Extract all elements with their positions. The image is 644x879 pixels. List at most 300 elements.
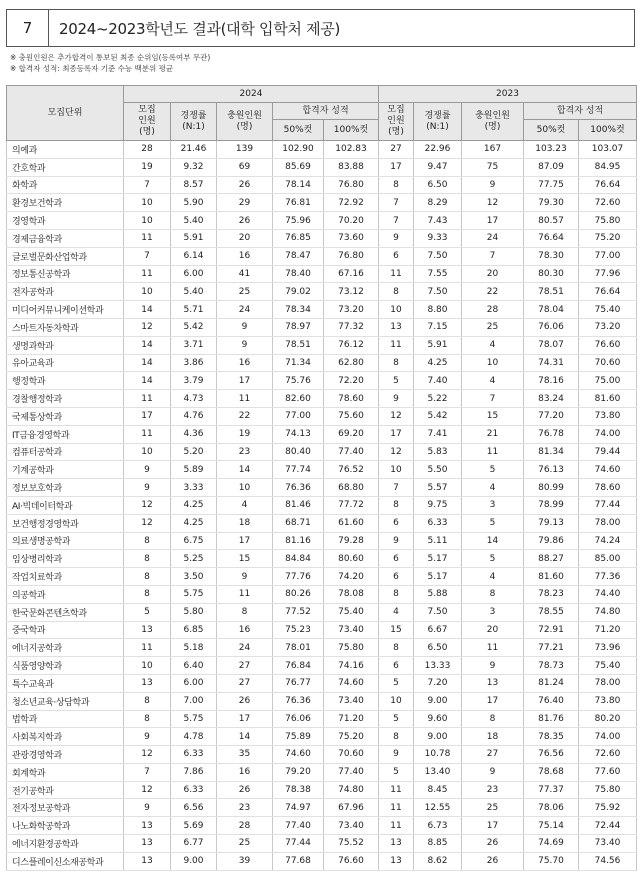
- cell-additional-2023: 8: [462, 585, 524, 603]
- cell-cut50-2024: 71.34: [273, 354, 324, 372]
- cell-cut100-2024: 75.52: [324, 835, 379, 853]
- cell-cut100-2023: 75.40: [579, 657, 637, 675]
- cell-quota-2024: 13: [124, 852, 171, 870]
- cell-additional-2023: 5: [462, 461, 524, 479]
- table-body: [7, 141, 637, 871]
- cell-quota-2024: 8: [124, 710, 171, 728]
- cell-competition-2024: 6.56: [171, 799, 217, 817]
- cell-quota-2023: 11: [379, 336, 414, 354]
- cell-cut50-2024: 78.38: [273, 781, 324, 799]
- cell-cut100-2023: 79.44: [579, 443, 637, 461]
- cell-additional-2023: 13: [462, 674, 524, 692]
- cell-additional-2024: 17: [217, 710, 273, 728]
- table-row: [7, 372, 637, 390]
- cell-competition-2024: 4.25: [171, 514, 217, 532]
- cell-cut100-2024: 72.20: [324, 372, 379, 390]
- header-cut50-2024: 50%컷: [273, 120, 324, 141]
- cell-cut100-2024: 80.60: [324, 550, 379, 568]
- cell-cut50-2024: 75.76: [273, 372, 324, 390]
- cell-competition-2024: 7.86: [171, 763, 217, 781]
- table-row: [7, 746, 637, 764]
- cell-additional-2024: 35: [217, 746, 273, 764]
- cell-quota-2023: 8: [379, 585, 414, 603]
- table-row: [7, 479, 637, 497]
- header-competition-2023: 경쟁률 (N:1): [414, 103, 462, 141]
- cell-quota-2023: 5: [379, 674, 414, 692]
- cell-additional-2024: 41: [217, 265, 273, 283]
- cell-additional-2024: 24: [217, 301, 273, 319]
- cell-quota-2023: 13: [379, 835, 414, 853]
- cell-quota-2023: 12: [379, 443, 414, 461]
- cell-cut100-2024: 74.16: [324, 657, 379, 675]
- table-row: [7, 301, 637, 319]
- cell-additional-2023: 4: [462, 372, 524, 390]
- cell-unit-name: 경영학과: [7, 212, 124, 230]
- title-box: [6, 9, 635, 47]
- cell-competition-2023: 9.75: [414, 496, 462, 514]
- cell-quota-2023: 10: [379, 461, 414, 479]
- cell-competition-2023: 13.40: [414, 763, 462, 781]
- cell-competition-2024: 4.36: [171, 425, 217, 443]
- cell-additional-2023: 5: [462, 550, 524, 568]
- cell-cut100-2024: 76.60: [324, 852, 379, 870]
- cell-cut100-2023: 76.60: [579, 336, 637, 354]
- cell-competition-2024: 21.46: [171, 141, 217, 159]
- cell-cut50-2024: 102.90: [273, 141, 324, 159]
- cell-additional-2023: 10: [462, 354, 524, 372]
- table-row: [7, 710, 637, 728]
- cell-competition-2023: 7.50: [414, 603, 462, 621]
- table-row: [7, 194, 637, 212]
- cell-cut100-2024: 73.40: [324, 692, 379, 710]
- cell-unit-name: 식품영양학과: [7, 657, 124, 675]
- cell-additional-2023: 17: [462, 212, 524, 230]
- cell-cut50-2024: 79.02: [273, 283, 324, 301]
- cell-cut50-2023: 76.78: [524, 425, 579, 443]
- cell-competition-2024: 9.32: [171, 158, 217, 176]
- cell-additional-2023: 20: [462, 621, 524, 639]
- table-row: [7, 425, 637, 443]
- cell-cut50-2024: 74.97: [273, 799, 324, 817]
- cell-quota-2023: 15: [379, 621, 414, 639]
- cell-additional-2024: 10: [217, 479, 273, 497]
- cell-unit-name: 법학과: [7, 710, 124, 728]
- cell-competition-2024: 5.20: [171, 443, 217, 461]
- header-unit: 모집단위: [7, 86, 124, 141]
- cell-cut50-2024: 75.89: [273, 728, 324, 746]
- cell-quota-2024: 14: [124, 301, 171, 319]
- cell-cut50-2024: 78.97: [273, 318, 324, 336]
- cell-quota-2024: 10: [124, 194, 171, 212]
- cell-cut50-2023: 78.30: [524, 247, 579, 265]
- cell-additional-2024: 26: [217, 781, 273, 799]
- table-row: [7, 354, 637, 372]
- cell-competition-2024: 5.75: [171, 585, 217, 603]
- cell-cut50-2023: 88.27: [524, 550, 579, 568]
- cell-competition-2024: 5.91: [171, 229, 217, 247]
- cell-cut50-2024: 68.71: [273, 514, 324, 532]
- table-row: [7, 657, 637, 675]
- cell-quota-2023: 8: [379, 728, 414, 746]
- cell-unit-name: 미디어커뮤니케이션학과: [7, 301, 124, 319]
- cell-competition-2023: 6.33: [414, 514, 462, 532]
- cell-cut50-2023: 75.14: [524, 817, 579, 835]
- cell-unit-name: 정보보호학과: [7, 479, 124, 497]
- cell-quota-2023: 8: [379, 283, 414, 301]
- cell-additional-2023: 25: [462, 318, 524, 336]
- cell-additional-2024: 25: [217, 835, 273, 853]
- table-row: [7, 496, 637, 514]
- notes: [10, 53, 210, 74]
- cell-additional-2024: 11: [217, 585, 273, 603]
- cell-additional-2023: 21: [462, 425, 524, 443]
- cell-cut100-2023: 74.60: [579, 461, 637, 479]
- cell-cut100-2023: 72.60: [579, 194, 637, 212]
- cell-unit-name: 간호학과: [7, 158, 124, 176]
- cell-cut50-2024: 75.96: [273, 212, 324, 230]
- cell-quota-2024: 7: [124, 176, 171, 194]
- cell-cut50-2024: 74.13: [273, 425, 324, 443]
- cell-cut50-2024: 82.60: [273, 390, 324, 408]
- cell-cut100-2023: 73.80: [579, 692, 637, 710]
- cell-competition-2024: 5.40: [171, 283, 217, 301]
- cell-competition-2024: 8.57: [171, 176, 217, 194]
- cell-quota-2023: 5: [379, 372, 414, 390]
- cell-additional-2023: 5: [462, 514, 524, 532]
- cell-quota-2023: 6: [379, 550, 414, 568]
- cell-quota-2024: 7: [124, 247, 171, 265]
- cell-competition-2024: 4.76: [171, 407, 217, 425]
- cell-unit-name: 한국문화콘텐츠학과: [7, 603, 124, 621]
- cell-cut100-2024: 72.92: [324, 194, 379, 212]
- cell-additional-2024: 4: [217, 496, 273, 514]
- cell-unit-name: 국제통상학과: [7, 407, 124, 425]
- cell-additional-2023: 7: [462, 247, 524, 265]
- page-title: 2024~2023학년도 결과(대학 입학처 제공): [59, 19, 341, 38]
- cell-additional-2024: 23: [217, 443, 273, 461]
- cell-cut100-2023: 77.60: [579, 763, 637, 781]
- cell-cut50-2023: 80.30: [524, 265, 579, 283]
- cell-additional-2024: 11: [217, 390, 273, 408]
- cell-cut100-2023: 71.20: [579, 621, 637, 639]
- cell-competition-2023: 12.55: [414, 799, 462, 817]
- cell-unit-name: 관광경영학과: [7, 746, 124, 764]
- cell-unit-name: 작업치료학과: [7, 568, 124, 586]
- cell-quota-2023: 27: [379, 141, 414, 159]
- cell-competition-2024: 4.25: [171, 496, 217, 514]
- cell-competition-2024: 3.79: [171, 372, 217, 390]
- cell-cut50-2023: 78.68: [524, 763, 579, 781]
- cell-cut50-2023: 77.75: [524, 176, 579, 194]
- cell-cut50-2024: 76.06: [273, 710, 324, 728]
- cell-cut50-2023: 77.20: [524, 407, 579, 425]
- cell-cut50-2023: 83.24: [524, 390, 579, 408]
- cell-quota-2024: 12: [124, 781, 171, 799]
- cell-quota-2024: 10: [124, 657, 171, 675]
- header-scores-2024: 합격자 성적: [273, 103, 379, 120]
- cell-competition-2024: 3.86: [171, 354, 217, 372]
- cell-quota-2024: 13: [124, 621, 171, 639]
- cell-competition-2024: 7.00: [171, 692, 217, 710]
- cell-unit-name: 경제금융학과: [7, 229, 124, 247]
- cell-competition-2023: 7.20: [414, 674, 462, 692]
- cell-quota-2024: 11: [124, 425, 171, 443]
- cell-quota-2024: 11: [124, 639, 171, 657]
- cell-cut50-2024: 84.84: [273, 550, 324, 568]
- cell-additional-2023: 24: [462, 229, 524, 247]
- table-row: [7, 550, 637, 568]
- cell-quota-2023: 11: [379, 817, 414, 835]
- cell-cut50-2023: 76.56: [524, 746, 579, 764]
- cell-cut50-2023: 75.70: [524, 852, 579, 870]
- cell-cut100-2024: 76.52: [324, 461, 379, 479]
- cell-additional-2024: 27: [217, 657, 273, 675]
- cell-cut100-2023: 75.80: [579, 212, 637, 230]
- cell-unit-name: 전자정보공학과: [7, 799, 124, 817]
- cell-unit-name: IT금융경영학과: [7, 425, 124, 443]
- cell-competition-2024: 6.33: [171, 746, 217, 764]
- cell-quota-2023: 7: [379, 479, 414, 497]
- cell-quota-2024: 7: [124, 763, 171, 781]
- cell-competition-2023: 10.78: [414, 746, 462, 764]
- cell-cut100-2024: 73.20: [324, 301, 379, 319]
- cell-quota-2023: 10: [379, 301, 414, 319]
- cell-competition-2024: 5.69: [171, 817, 217, 835]
- header-scores-2023: 합격자 성적: [524, 103, 637, 120]
- cell-additional-2024: 25: [217, 283, 273, 301]
- cell-competition-2024: 5.40: [171, 212, 217, 230]
- cell-competition-2024: 9.00: [171, 852, 217, 870]
- cell-cut50-2024: 77.52: [273, 603, 324, 621]
- cell-quota-2024: 12: [124, 514, 171, 532]
- cell-quota-2023: 9: [379, 746, 414, 764]
- cell-additional-2024: 26: [217, 692, 273, 710]
- cell-additional-2023: 7: [462, 390, 524, 408]
- cell-unit-name: 의료생명공학과: [7, 532, 124, 550]
- cell-cut100-2023: 75.00: [579, 372, 637, 390]
- cell-cut100-2024: 73.40: [324, 621, 379, 639]
- cell-unit-name: 특수교육과: [7, 674, 124, 692]
- cell-cut50-2023: 77.37: [524, 781, 579, 799]
- cell-unit-name: 디스플레이신소재공학과: [7, 852, 124, 870]
- cell-additional-2023: 18: [462, 728, 524, 746]
- cell-cut50-2023: 76.40: [524, 692, 579, 710]
- cell-competition-2023: 7.50: [414, 283, 462, 301]
- cell-additional-2024: 9: [217, 336, 273, 354]
- cell-additional-2024: 8: [217, 603, 273, 621]
- cell-competition-2024: 5.80: [171, 603, 217, 621]
- cell-competition-2023: 5.57: [414, 479, 462, 497]
- cell-cut50-2023: 78.07: [524, 336, 579, 354]
- cell-cut100-2023: 103.07: [579, 141, 637, 159]
- cell-quota-2023: 8: [379, 354, 414, 372]
- cell-cut100-2024: 77.40: [324, 443, 379, 461]
- cell-additional-2023: 9: [462, 763, 524, 781]
- table-row: [7, 852, 637, 870]
- table-row: [7, 799, 637, 817]
- cell-quota-2024: 8: [124, 550, 171, 568]
- cell-quota-2023: 5: [379, 710, 414, 728]
- cell-quota-2024: 12: [124, 746, 171, 764]
- cell-quota-2024: 9: [124, 799, 171, 817]
- cell-quota-2024: 10: [124, 443, 171, 461]
- cell-cut100-2023: 78.00: [579, 674, 637, 692]
- cell-quota-2024: 9: [124, 479, 171, 497]
- table-row: [7, 212, 637, 230]
- cell-competition-2023: 9.47: [414, 158, 462, 176]
- cell-additional-2023: 17: [462, 817, 524, 835]
- cell-cut50-2023: 81.24: [524, 674, 579, 692]
- cell-cut50-2024: 80.40: [273, 443, 324, 461]
- table-row: [7, 835, 637, 853]
- table-row: [7, 336, 637, 354]
- cell-competition-2024: 6.77: [171, 835, 217, 853]
- cell-competition-2023: 5.91: [414, 336, 462, 354]
- cell-additional-2023: 22: [462, 283, 524, 301]
- cell-cut100-2024: 67.16: [324, 265, 379, 283]
- cell-additional-2023: 26: [462, 852, 524, 870]
- cell-quota-2024: 8: [124, 568, 171, 586]
- note-additional: ※ 충원인원은 추가합격이 통보된 최종 순위임(등록여부 무관): [10, 53, 211, 62]
- table-row: [7, 728, 637, 746]
- cell-additional-2024: 14: [217, 461, 273, 479]
- cell-unit-name: 사회복지학과: [7, 728, 124, 746]
- cell-unit-name: 유아교육과: [7, 354, 124, 372]
- cell-competition-2023: 6.50: [414, 176, 462, 194]
- cell-additional-2024: 27: [217, 674, 273, 692]
- cell-additional-2024: 17: [217, 532, 273, 550]
- cell-cut50-2023: 80.99: [524, 479, 579, 497]
- cell-unit-name: 생명과학과: [7, 336, 124, 354]
- cell-cut50-2024: 80.26: [273, 585, 324, 603]
- cell-competition-2023: 9.60: [414, 710, 462, 728]
- table-row: [7, 390, 637, 408]
- cell-quota-2023: 11: [379, 799, 414, 817]
- table-row: [7, 461, 637, 479]
- cell-cut100-2023: 76.64: [579, 176, 637, 194]
- cell-cut100-2023: 74.00: [579, 425, 637, 443]
- cell-competition-2023: 5.42: [414, 407, 462, 425]
- cell-competition-2024: 6.00: [171, 674, 217, 692]
- cell-quota-2023: 6: [379, 657, 414, 675]
- cell-competition-2024: 3.33: [171, 479, 217, 497]
- cell-additional-2024: 20: [217, 229, 273, 247]
- cell-competition-2024: 6.40: [171, 657, 217, 675]
- cell-cut100-2023: 75.92: [579, 799, 637, 817]
- cell-cut100-2023: 72.60: [579, 746, 637, 764]
- cell-cut100-2024: 73.60: [324, 229, 379, 247]
- cell-cut100-2023: 78.00: [579, 514, 637, 532]
- cell-quota-2024: 11: [124, 390, 171, 408]
- header-cut100-2024: 100%컷: [324, 120, 379, 141]
- cell-quota-2023: 9: [379, 229, 414, 247]
- cell-quota-2023: 6: [379, 514, 414, 532]
- cell-cut100-2024: 61.60: [324, 514, 379, 532]
- cell-cut50-2023: 76.64: [524, 229, 579, 247]
- cell-quota-2023: 9: [379, 532, 414, 550]
- table-row: [7, 781, 637, 799]
- cell-cut100-2023: 77.00: [579, 247, 637, 265]
- cell-additional-2023: 23: [462, 781, 524, 799]
- cell-competition-2023: 8.45: [414, 781, 462, 799]
- cell-cut100-2024: 73.12: [324, 283, 379, 301]
- cell-cut50-2023: 78.16: [524, 372, 579, 390]
- cell-quota-2023: 11: [379, 265, 414, 283]
- cell-additional-2023: 4: [462, 336, 524, 354]
- cell-cut100-2024: 78.08: [324, 585, 379, 603]
- cell-cut50-2024: 77.40: [273, 817, 324, 835]
- cell-competition-2024: 6.14: [171, 247, 217, 265]
- cell-quota-2024: 11: [124, 265, 171, 283]
- header-year-2023: 2023: [379, 86, 637, 103]
- cell-quota-2023: 13: [379, 852, 414, 870]
- table-row: [7, 532, 637, 550]
- cell-quota-2023: 6: [379, 247, 414, 265]
- table-row: [7, 141, 637, 159]
- cell-additional-2024: 28: [217, 817, 273, 835]
- cell-additional-2023: 3: [462, 603, 524, 621]
- cell-quota-2024: 10: [124, 283, 171, 301]
- cell-additional-2024: 139: [217, 141, 273, 159]
- table-row: [7, 585, 637, 603]
- cell-cut50-2023: 76.06: [524, 318, 579, 336]
- cell-competition-2024: 5.90: [171, 194, 217, 212]
- cell-cut50-2023: 78.35: [524, 728, 579, 746]
- table-row: [7, 603, 637, 621]
- cell-cut100-2023: 85.00: [579, 550, 637, 568]
- cell-competition-2024: 6.00: [171, 265, 217, 283]
- cell-competition-2024: 5.42: [171, 318, 217, 336]
- cell-cut100-2023: 73.80: [579, 407, 637, 425]
- cell-competition-2023: 7.15: [414, 318, 462, 336]
- cell-quota-2024: 14: [124, 372, 171, 390]
- cell-additional-2023: 25: [462, 799, 524, 817]
- cell-cut50-2024: 77.00: [273, 407, 324, 425]
- cell-quota-2024: 12: [124, 496, 171, 514]
- cell-cut100-2023: 77.36: [579, 568, 637, 586]
- cell-competition-2023: 5.11: [414, 532, 462, 550]
- table-row: [7, 283, 637, 301]
- cell-cut50-2024: 76.77: [273, 674, 324, 692]
- cell-additional-2023: 17: [462, 692, 524, 710]
- cell-competition-2024: 5.89: [171, 461, 217, 479]
- cell-competition-2024: 5.71: [171, 301, 217, 319]
- cell-cut100-2024: 74.20: [324, 568, 379, 586]
- cell-cut100-2023: 80.20: [579, 710, 637, 728]
- cell-additional-2023: 28: [462, 301, 524, 319]
- cell-cut100-2023: 78.60: [579, 479, 637, 497]
- cell-unit-name: 에너지공학과: [7, 639, 124, 657]
- cell-cut100-2024: 70.20: [324, 212, 379, 230]
- cell-cut50-2023: 78.06: [524, 799, 579, 817]
- cell-additional-2023: 26: [462, 835, 524, 853]
- cell-quota-2023: 7: [379, 212, 414, 230]
- cell-cut50-2024: 79.20: [273, 763, 324, 781]
- cell-cut50-2023: 78.55: [524, 603, 579, 621]
- cell-competition-2023: 8.29: [414, 194, 462, 212]
- cell-cut50-2024: 76.36: [273, 479, 324, 497]
- cell-quota-2023: 8: [379, 496, 414, 514]
- cell-additional-2023: 75: [462, 158, 524, 176]
- cell-cut100-2023: 74.56: [579, 852, 637, 870]
- cell-additional-2023: 4: [462, 479, 524, 497]
- cell-additional-2023: 4: [462, 568, 524, 586]
- header-year-2024: 2024: [124, 86, 379, 103]
- cell-cut50-2023: 79.13: [524, 514, 579, 532]
- cell-competition-2024: 5.75: [171, 710, 217, 728]
- cell-quota-2024: 8: [124, 692, 171, 710]
- cell-additional-2023: 8: [462, 710, 524, 728]
